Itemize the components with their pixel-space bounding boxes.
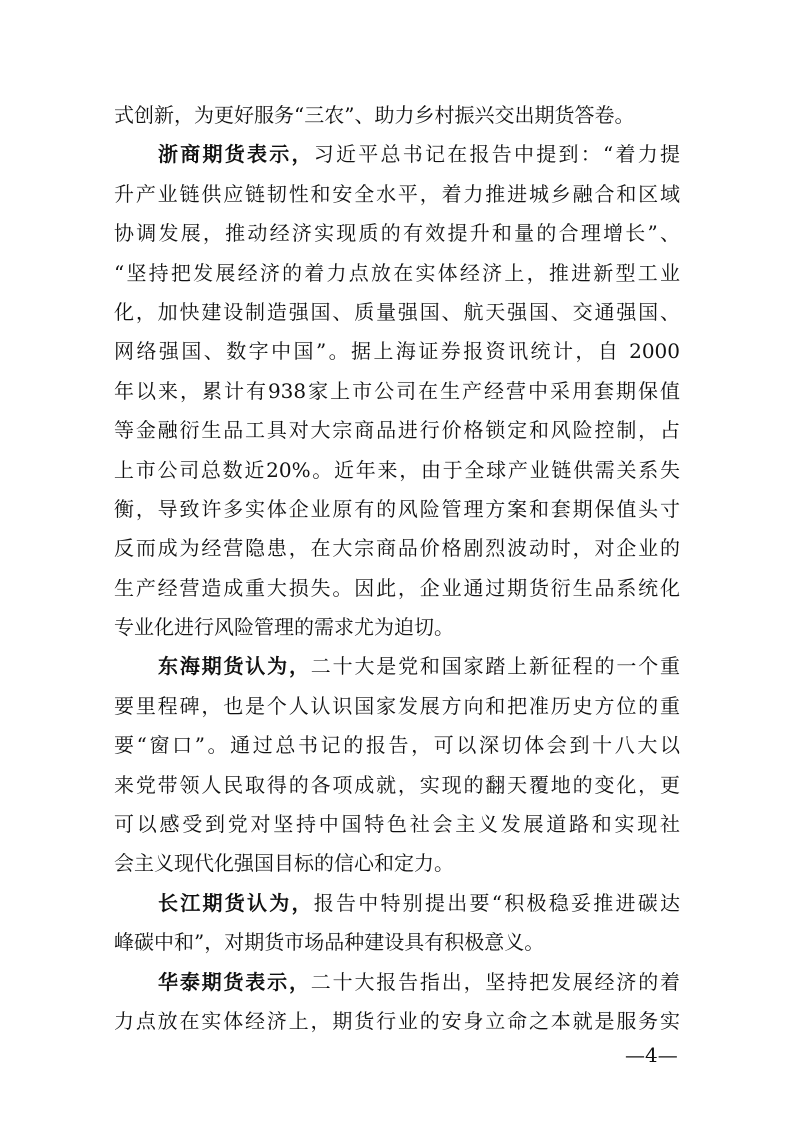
paragraph-line: 式创新，为更好服务“三农”、助力乡村振兴交出期货答卷。	[114, 103, 635, 127]
paragraph-line: 会主义现代化强国目标的信心和定力。	[114, 851, 454, 876]
paragraph-line	[114, 647, 680, 686]
paragraph-line: 生产经营造成重大损失。因此，企业通过期货衍生品系统化	[114, 575, 680, 600]
paragraph-line: 要“窗口”。通过总书记的报告，可以深切体会到十八大以	[114, 733, 680, 758]
paragraph-line: 升产业链供应链韧性和安全水平，着力推进城乡融合和区域	[114, 181, 680, 206]
paragraph-lead: 长江期货认为，	[158, 890, 314, 915]
paragraph-line: “坚持把发展经济的着力点放在实体经济上，推进新型工业	[114, 260, 680, 285]
paragraph-line	[114, 135, 680, 174]
paragraph-lead: 浙商期货表示，	[158, 142, 314, 167]
paragraph-line: 衡，导致许多实体企业原有的风险管理方案和套期保值头寸	[114, 496, 680, 521]
paragraph-line: 等金融衍生品工具对大宗商品进行价格锁定和风险控制，占	[114, 418, 680, 443]
paragraph-line	[114, 884, 680, 923]
paragraph-lead: 东海期货认为，	[158, 654, 311, 679]
paragraph-lead: 华泰期货表示，	[158, 969, 311, 994]
paragraph-line: 反而成为经营隐患，在大宗商品价格剧烈波动时，对企业的	[114, 536, 680, 561]
paragraph-line: 上市公司总数近20%。近年来，由于全球产业链供需关系失	[114, 457, 680, 482]
paragraph-line: 协调发展，推动经济实现质的有效提升和量的合理增长”、	[114, 221, 680, 246]
paragraph-text: 二十大报告指出，坚持把发展经济的着	[310, 969, 680, 994]
paragraph-line: 来党带领人民取得的各项成就，实现的翻天覆地的变化，更	[114, 772, 680, 797]
paragraph-text: 二十大是党和国家踏上新征程的一个重	[310, 654, 680, 679]
paragraph-line: 可以感受到党对坚持中国特色社会主义发展道路和实现社	[114, 812, 680, 837]
paragraph-line	[114, 963, 680, 1002]
paragraph-text: 习近平总书记在报告中提到：“着力提	[313, 142, 680, 167]
paragraph-line: 化，加快建设制造强国、质量强国、航天强国、交通强国、	[114, 299, 680, 324]
page-number: —4—	[625, 1043, 678, 1067]
paragraph-line: 专业化进行风险管理的需求尤为迫切。	[114, 615, 454, 640]
paragraph-line: 峰碳中和”，对期货市场品种建设具有积极意义。	[114, 930, 545, 955]
paragraph-line: 要里程碑，也是个人认识国家发展方向和把准历史方位的重	[114, 693, 680, 718]
paragraph-text: 报告中特别提出要“积极稳妥推进碳达	[313, 890, 680, 915]
paragraph-line: 力点放在实体经济上，期货行业的安身立命之本就是服务实	[114, 1008, 680, 1033]
paragraph-line: 网络强国、数字中国”。据上海证券报资讯统计，自 2000	[114, 339, 680, 364]
document-body	[114, 96, 680, 1041]
paragraph-line: 年以来，累计有938家上市公司在生产经营中采用套期保值	[114, 378, 680, 403]
